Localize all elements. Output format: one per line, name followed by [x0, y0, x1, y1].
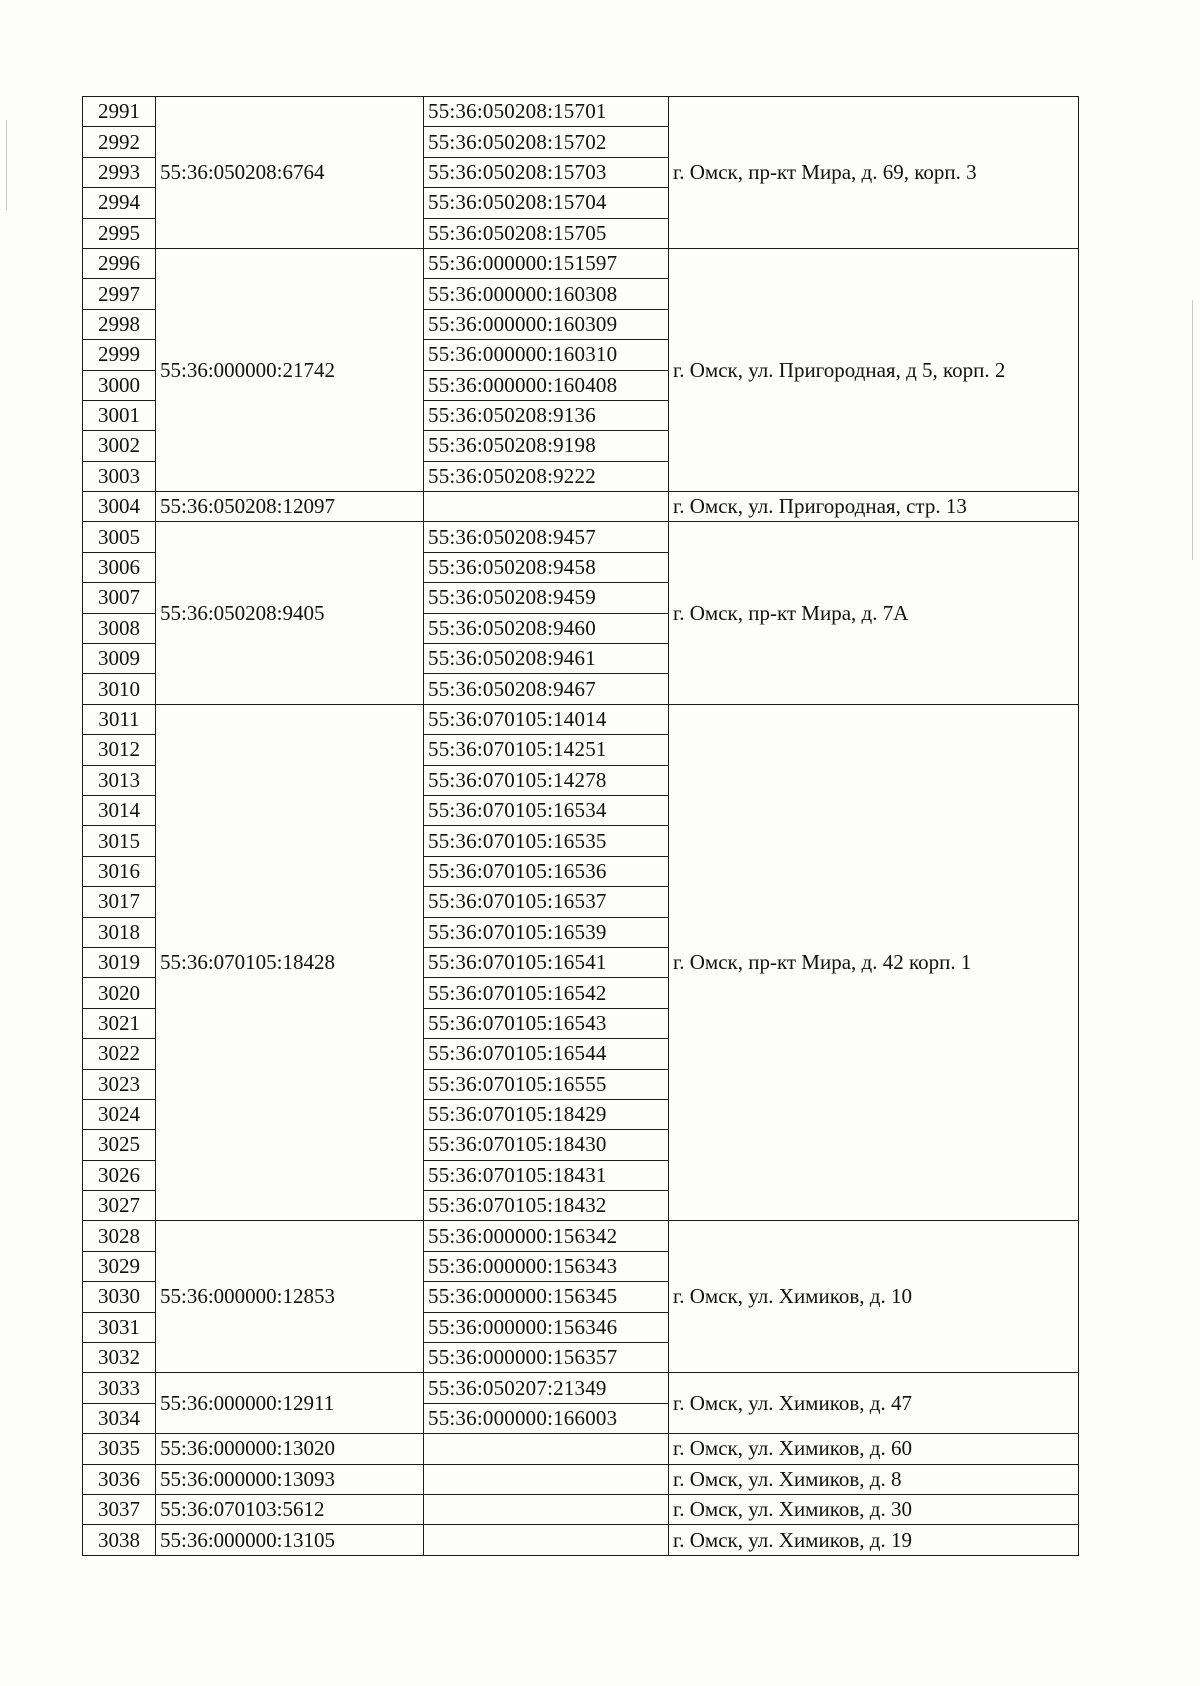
object-cadastral-number: 55:36:000000:151597	[424, 248, 669, 278]
land-plot-cadastral-number: 55:36:000000:13105	[156, 1525, 424, 1555]
row-number-cell: 3018	[83, 917, 156, 947]
address-cell: г. Омск, пр-кт Мира, д. 7А	[669, 522, 1079, 704]
row-number-cell: 3007	[83, 583, 156, 613]
row-number-cell: 3012	[83, 735, 156, 765]
address-cell: г. Омск, ул. Химиков, д. 10	[669, 1221, 1079, 1373]
scan-edge-mark	[6, 120, 7, 210]
table-row	[83, 1221, 1079, 1251]
object-cadastral-number: 55:36:070105:16541	[424, 947, 669, 977]
land-plot-cadastral-number: 55:36:000000:12853	[156, 1221, 424, 1373]
land-plot-cadastral-number: 55:36:000000:13093	[156, 1464, 424, 1494]
object-cadastral-number: 55:36:000000:156345	[424, 1282, 669, 1312]
object-cadastral-number: 55:36:050208:9458	[424, 552, 669, 582]
land-plot-cadastral-number: 55:36:070105:18428	[156, 704, 424, 1221]
address-cell: г. Омск, ул. Химиков, д. 60	[669, 1434, 1079, 1464]
row-number-cell: 3023	[83, 1069, 156, 1099]
row-number-cell: 2996	[83, 248, 156, 278]
object-cadastral-number: 55:36:070105:14278	[424, 765, 669, 795]
row-number-cell: 3037	[83, 1494, 156, 1524]
object-cadastral-number: 55:36:050208:9457	[424, 522, 669, 552]
table-row	[83, 1373, 1079, 1403]
object-cadastral-number: 55:36:050208:15704	[424, 188, 669, 218]
row-number-cell: 3019	[83, 947, 156, 977]
table-row	[83, 1464, 1079, 1494]
address-cell: г. Омск, ул. Химиков, д. 30	[669, 1494, 1079, 1524]
row-number-cell: 3025	[83, 1130, 156, 1160]
row-number-cell: 2999	[83, 340, 156, 370]
land-plot-cadastral-number: 55:36:070103:5612	[156, 1494, 424, 1524]
object-cadastral-number: 55:36:050208:15701	[424, 97, 669, 127]
object-cadastral-number: 55:36:070105:16544	[424, 1039, 669, 1069]
row-number-cell: 2991	[83, 97, 156, 127]
object-cadastral-number: 55:36:050207:21349	[424, 1373, 669, 1403]
object-cadastral-number: 55:36:070105:16536	[424, 856, 669, 886]
row-number-cell: 3029	[83, 1251, 156, 1281]
address-cell: г. Омск, пр-кт Мира, д. 42 корп. 1	[669, 704, 1079, 1221]
row-number-cell: 2992	[83, 127, 156, 157]
row-number-cell: 3000	[83, 370, 156, 400]
row-number-cell: 3013	[83, 765, 156, 795]
table-row	[83, 1434, 1079, 1464]
row-number-cell: 3006	[83, 552, 156, 582]
object-cadastral-number: 55:36:070105:16537	[424, 887, 669, 917]
row-number-cell: 3004	[83, 492, 156, 522]
land-plot-cadastral-number: 55:36:050208:6764	[156, 97, 424, 249]
object-cadastral-number: 55:36:070105:16542	[424, 978, 669, 1008]
object-cadastral-number: 55:36:000000:160309	[424, 309, 669, 339]
row-number-cell: 3010	[83, 674, 156, 704]
table-row	[83, 704, 1079, 734]
object-cadastral-number: 55:36:000000:156342	[424, 1221, 669, 1251]
row-number-cell: 3022	[83, 1039, 156, 1069]
object-cadastral-number	[424, 1494, 669, 1524]
row-number-cell: 3036	[83, 1464, 156, 1494]
row-number-cell: 3003	[83, 461, 156, 491]
object-cadastral-number: 55:36:050208:9461	[424, 644, 669, 674]
row-number-cell: 3008	[83, 613, 156, 643]
object-cadastral-number: 55:36:000000:156346	[424, 1312, 669, 1342]
address-cell: г. Омск, ул. Химиков, д. 19	[669, 1525, 1079, 1555]
row-number-cell: 3014	[83, 795, 156, 825]
object-cadastral-number: 55:36:070105:16534	[424, 795, 669, 825]
row-number-cell: 3035	[83, 1434, 156, 1464]
object-cadastral-number: 55:36:070105:16535	[424, 826, 669, 856]
object-cadastral-number: 55:36:070105:18430	[424, 1130, 669, 1160]
row-number-cell: 2993	[83, 157, 156, 187]
table-row	[83, 97, 1079, 127]
object-cadastral-number: 55:36:050208:9222	[424, 461, 669, 491]
object-cadastral-number: 55:36:070105:18431	[424, 1160, 669, 1190]
row-number-cell: 3026	[83, 1160, 156, 1190]
address-cell: г. Омск, ул. Пригородная, стр. 13	[669, 492, 1079, 522]
object-cadastral-number: 55:36:050208:9459	[424, 583, 669, 613]
object-cadastral-number: 55:36:050208:15702	[424, 127, 669, 157]
object-cadastral-number: 55:36:000000:160308	[424, 279, 669, 309]
object-cadastral-number: 55:36:000000:160310	[424, 340, 669, 370]
object-cadastral-number	[424, 1464, 669, 1494]
object-cadastral-number: 55:36:070105:18429	[424, 1099, 669, 1129]
object-cadastral-number: 55:36:050208:9460	[424, 613, 669, 643]
row-number-cell: 3017	[83, 887, 156, 917]
object-cadastral-number: 55:36:070105:16555	[424, 1069, 669, 1099]
address-cell: г. Омск, ул. Пригородная, д 5, корп. 2	[669, 248, 1079, 491]
row-number-cell: 3020	[83, 978, 156, 1008]
row-number-cell: 3021	[83, 1008, 156, 1038]
object-cadastral-number: 55:36:050208:9467	[424, 674, 669, 704]
object-cadastral-number: 55:36:050208:9136	[424, 400, 669, 430]
row-number-cell: 2998	[83, 309, 156, 339]
land-plot-cadastral-number: 55:36:050208:12097	[156, 492, 424, 522]
object-cadastral-number: 55:36:050208:9198	[424, 431, 669, 461]
object-cadastral-number	[424, 1434, 669, 1464]
row-number-cell: 3015	[83, 826, 156, 856]
land-plot-cadastral-number: 55:36:000000:13020	[156, 1434, 424, 1464]
object-cadastral-number: 55:36:070105:16539	[424, 917, 669, 947]
row-number-cell: 3031	[83, 1312, 156, 1342]
row-number-cell: 3009	[83, 644, 156, 674]
table-body	[83, 97, 1079, 1556]
object-cadastral-number: 55:36:000000:166003	[424, 1403, 669, 1433]
row-number-cell: 3005	[83, 522, 156, 552]
object-cadastral-number: 55:36:070105:14014	[424, 704, 669, 734]
address-cell: г. Омск, пр-кт Мира, д. 69, корп. 3	[669, 97, 1079, 249]
row-number-cell: 3030	[83, 1282, 156, 1312]
row-number-cell: 3027	[83, 1191, 156, 1221]
row-number-cell: 2997	[83, 279, 156, 309]
row-number-cell: 3034	[83, 1403, 156, 1433]
object-cadastral-number: 55:36:050208:15703	[424, 157, 669, 187]
object-cadastral-number	[424, 492, 669, 522]
object-cadastral-number: 55:36:070105:16543	[424, 1008, 669, 1038]
row-number-cell: 3033	[83, 1373, 156, 1403]
object-cadastral-number: 55:36:050208:15705	[424, 218, 669, 248]
land-plot-cadastral-number: 55:36:000000:21742	[156, 248, 424, 491]
object-cadastral-number: 55:36:000000:156357	[424, 1343, 669, 1373]
row-number-cell: 2994	[83, 188, 156, 218]
table-row	[83, 248, 1079, 278]
object-cadastral-number: 55:36:000000:160408	[424, 370, 669, 400]
cadastral-register-table	[82, 96, 1079, 1556]
table-row	[83, 522, 1079, 552]
row-number-cell: 3024	[83, 1099, 156, 1129]
address-cell: г. Омск, ул. Химиков, д. 8	[669, 1464, 1079, 1494]
table-row	[83, 492, 1079, 522]
row-number-cell: 3011	[83, 704, 156, 734]
object-cadastral-number: 55:36:000000:156343	[424, 1251, 669, 1281]
table-row	[83, 1525, 1079, 1555]
object-cadastral-number	[424, 1525, 669, 1555]
row-number-cell: 3028	[83, 1221, 156, 1251]
land-plot-cadastral-number: 55:36:050208:9405	[156, 522, 424, 704]
scan-edge-mark	[1192, 300, 1193, 560]
object-cadastral-number: 55:36:070105:14251	[424, 735, 669, 765]
row-number-cell: 2995	[83, 218, 156, 248]
land-plot-cadastral-number: 55:36:000000:12911	[156, 1373, 424, 1434]
object-cadastral-number: 55:36:070105:18432	[424, 1191, 669, 1221]
row-number-cell: 3001	[83, 400, 156, 430]
row-number-cell: 3032	[83, 1343, 156, 1373]
table-row	[83, 1494, 1079, 1524]
address-cell: г. Омск, ул. Химиков, д. 47	[669, 1373, 1079, 1434]
row-number-cell: 3038	[83, 1525, 156, 1555]
row-number-cell: 3016	[83, 856, 156, 886]
row-number-cell: 3002	[83, 431, 156, 461]
